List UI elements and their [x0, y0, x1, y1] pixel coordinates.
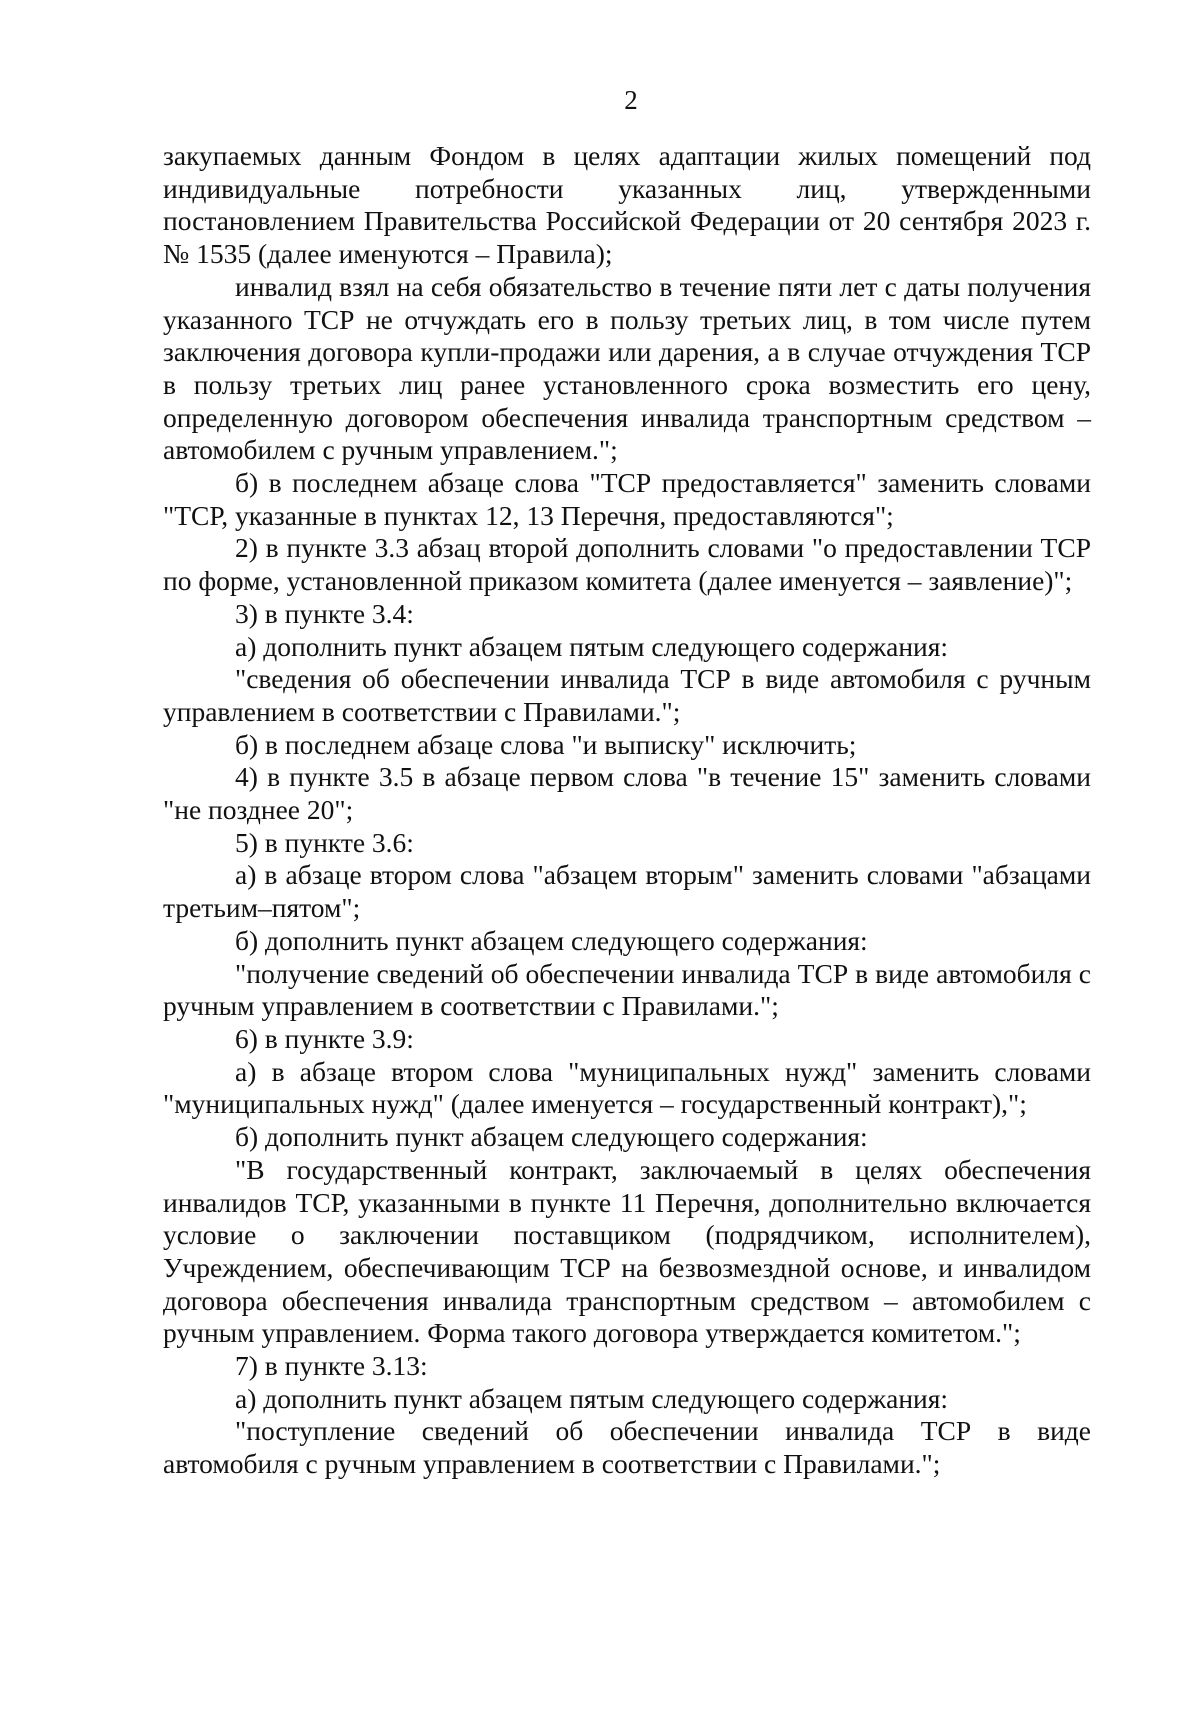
- paragraph: "получение сведений об обеспечении инвалида ТСР в виде автомобиля с ручным управлением в соответствии с Правилами.";: [163, 957, 1091, 1022]
- paragraph: а) дополнить пункт абзацем пятым следующего содержания:: [235, 1382, 949, 1414]
- paragraph-continuation: закупаемых данным Фондом в целях адаптации жилых помещений под индивидуальные потребности указанных лиц, утвержденными постановлением Правительства Российской Федерации от 20 сентября 2023 г. № 1535 (далее именуются – Правила);: [163, 140, 1091, 270]
- paragraph: "сведения об обеспечении инвалида ТСР в виде автомобиля с ручным управлением в соответствии с Правилами.";: [163, 663, 1091, 727]
- document-body: [163, 140, 1091, 1481]
- page-number: 2: [624, 85, 638, 115]
- paragraph: б) дополнить пункт абзацем следующего содержания:: [235, 1121, 868, 1153]
- paragraph: 7) в пункте 3.13:: [235, 1350, 428, 1382]
- paragraph: б) в последнем абзаце слова "ТСР предоставляется" заменить словами "ТСР, указанные в пунктах 12, 13 Перечня, предоставляются";: [163, 467, 1091, 531]
- paragraph: а) дополнить пункт абзацем пятым следующего содержания:: [235, 630, 949, 662]
- paragraph: 4) в пункте 3.5 в абзаце первом слова "в течение 15" заменить словами "не позднее 20";: [163, 761, 1091, 826]
- paragraph: "В государственный контракт, заключаемый в целях обеспечения инвалидов ТСР, указанными в пункте 11 Перечня, дополнительно включается условие о заключении поставщиком (подрядчиком, исполнителем), Учреждением, обеспечивающим ТСР на безвозмездной основе, и инвалидом договора обеспечения инвалида транспортным средством – автомобилем с ручным управлением. Форма такого договора утверждается комитетом.";: [163, 1153, 1091, 1349]
- paragraph: 6) в пункте 3.9:: [235, 1022, 414, 1054]
- paragraph: б) дополнить пункт абзацем следующего содержания:: [235, 924, 868, 956]
- paragraph: 5) в пункте 3.6:: [235, 826, 414, 858]
- paragraph: 3) в пункте 3.4:: [235, 597, 414, 629]
- paragraph: инвалид взял на себя обязательство в течение пяти лет с даты получения указанного ТСР не отчуждать его в пользу третьих лиц, в том числе путем заключения договора купли-продажи или дарения, а в случае отчуждения ТСР в пользу третьих лиц ранее установленного срока возместить его цену, определенную договором обеспечения инвалида транспортным средством – автомобилем с ручным управлением.";: [163, 270, 1091, 466]
- paragraph: б) в последнем абзаце слова "и выписку" исключить;: [235, 728, 857, 760]
- paragraph: а) в абзаце втором слова "абзацем вторым" заменить словами "абзацами третьим–пятом";: [163, 859, 1091, 924]
- paragraph: а) в абзаце втором слова "муниципальных нужд" заменить словами "муниципальных нужд" (далее именуется – государственный контракт),";: [163, 1055, 1091, 1120]
- paragraph: 2) в пункте 3.3 абзац второй дополнить словами "о предоставлении ТСР по форме, установленной приказом комитета (далее именуется – заявление)";: [163, 532, 1091, 597]
- paragraph: "поступление сведений об обеспечении инвалида ТСР в виде автомобиля с ручным управлением в соответствии с Правилами.";: [163, 1415, 1091, 1480]
